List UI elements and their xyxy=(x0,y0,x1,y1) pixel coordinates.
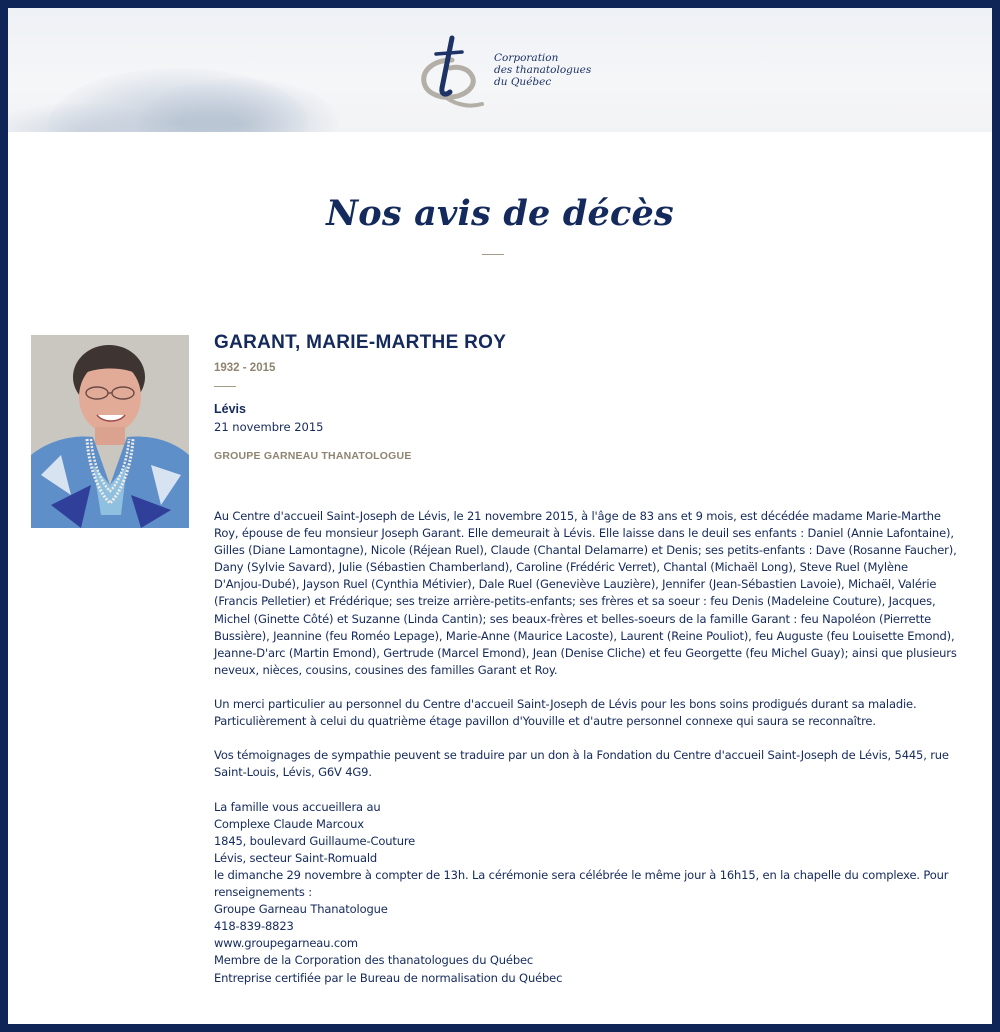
info-line: Membre de la Corporation des thanatologues du Québec xyxy=(214,953,534,968)
paragraph: Au Centre d'accueil Saint-Joseph de Lévis, le 21 novembre 2015, à l'âge de 83 ans et 9 mois, est décédée madame Marie-Marthe Roy, épouse de feu monsieur Joseph Garant. Elle demeurait à Lévis. Elle laisse dans le deuil ses enfants : Daniel (Annie Lafontaine), Gilles (Diane Lamontagne), Nicole (Réjean Ruel), Claude (Chantal Delamarre) et Denis; ses petits-enfants : Dave (Rosanne Faucher), Dany (Sylvie Savard), Julie (Sébastien Chamberland), Caroline (Frédéric Verret), Chantal (Michaël Long), Steve Ruel (Mylène D'Anjou-Dubé), Jayson Ruel (Cynthia Métivier), Dale Ruel (Geneviève Lauzière), Jennifer (Jean-Sébastien Lavoie), Michaël, Valérie (Francis Pelletier) et Frédérique; ses treize arrière-petits-enfants; ses frères et sa soeur : feu Denis (Madeleine Couture), Jacques, Michel (Ginette Côté) et Suzanne (Linda Cantin); ses beaux-frères et belles-soeurs de la famille Garant : feu Napoléon (Pierrette Bussière), Jeannine (feu Roméo Lepage), Marie-Anne (Maurice Lacoste), Laurent (Reine Pouliot), feu Auguste (feu Louisette Emond), Jeanne-D'arc (Martin Emond), Gertrude (Marcel Emond), Jean (Denise Cliche) et feu Georgette (feu Michel Guay); ainsi que plusieurs neveux, nièces, cousins, cousines des familles Garant et Roy. xyxy=(214,509,957,677)
death-date: 21 novembre 2015 xyxy=(214,420,324,434)
logo-monogram-icon xyxy=(412,30,492,110)
info-line: 1845, boulevard Guillaume-Couture xyxy=(214,833,416,848)
page-title: Nos avis de décès xyxy=(326,193,674,234)
paragraph: Vos témoignages de sympathie peuvent se traduire par un don à la Fondation du Centre d'accueil Saint-Joseph de Lévis, 5445, rue Saint-Louis, Lévis, G6V 4G9. xyxy=(214,748,949,780)
website-link[interactable]: www.groupegarneau.com xyxy=(214,936,358,951)
info-line: Groupe Garneau Thanatologue xyxy=(214,902,388,917)
info-line: Complexe Claude Marcoux xyxy=(214,816,364,831)
obituary-header xyxy=(214,332,959,462)
section-divider xyxy=(214,386,236,387)
deceased-photo xyxy=(31,335,189,528)
site-header xyxy=(8,8,992,132)
page xyxy=(8,8,992,1024)
funeral-home[interactable]: GROUPE GARNEAU THANATOLOGUE xyxy=(214,450,412,462)
logo-text xyxy=(494,52,591,88)
logo-line: Corporation xyxy=(494,52,559,64)
phone-number: 418-839-8823 xyxy=(214,919,294,934)
title-divider xyxy=(482,254,504,255)
info-line: La famille vous accueillera au xyxy=(214,799,381,814)
logo-line: des thanatologues xyxy=(494,64,592,76)
life-years: 1932 - 2015 xyxy=(214,362,276,374)
paragraph: Un merci particulier au personnel du Centre d'accueil Saint-Joseph de Lévis pour les bons soins prodigués durant sa maladie. Particulièrement à celui du quatrième étage pavillon d'Youville et d'autre personnel connexe qui saura se reconnaître. xyxy=(214,697,917,729)
city: Lévis xyxy=(214,402,246,416)
obituary-text xyxy=(214,508,959,987)
info-line: le dimanche 29 novembre à compter de 13h. La cérémonie sera célébrée le même jour à 16h15, en la chapelle du complexe. Pour renseignements : xyxy=(214,867,949,900)
portrait-image xyxy=(31,335,189,528)
visitation-info xyxy=(214,799,959,987)
logo-line: du Québec xyxy=(494,76,552,88)
info-line: Entreprise certifiée par le Bureau de normalisation du Québec xyxy=(214,970,563,985)
info-line: Lévis, secteur Saint-Romuald xyxy=(214,850,378,865)
site-logo[interactable] xyxy=(412,30,592,110)
deceased-name: GARANT, MARIE-MARTHE ROY xyxy=(214,332,507,353)
